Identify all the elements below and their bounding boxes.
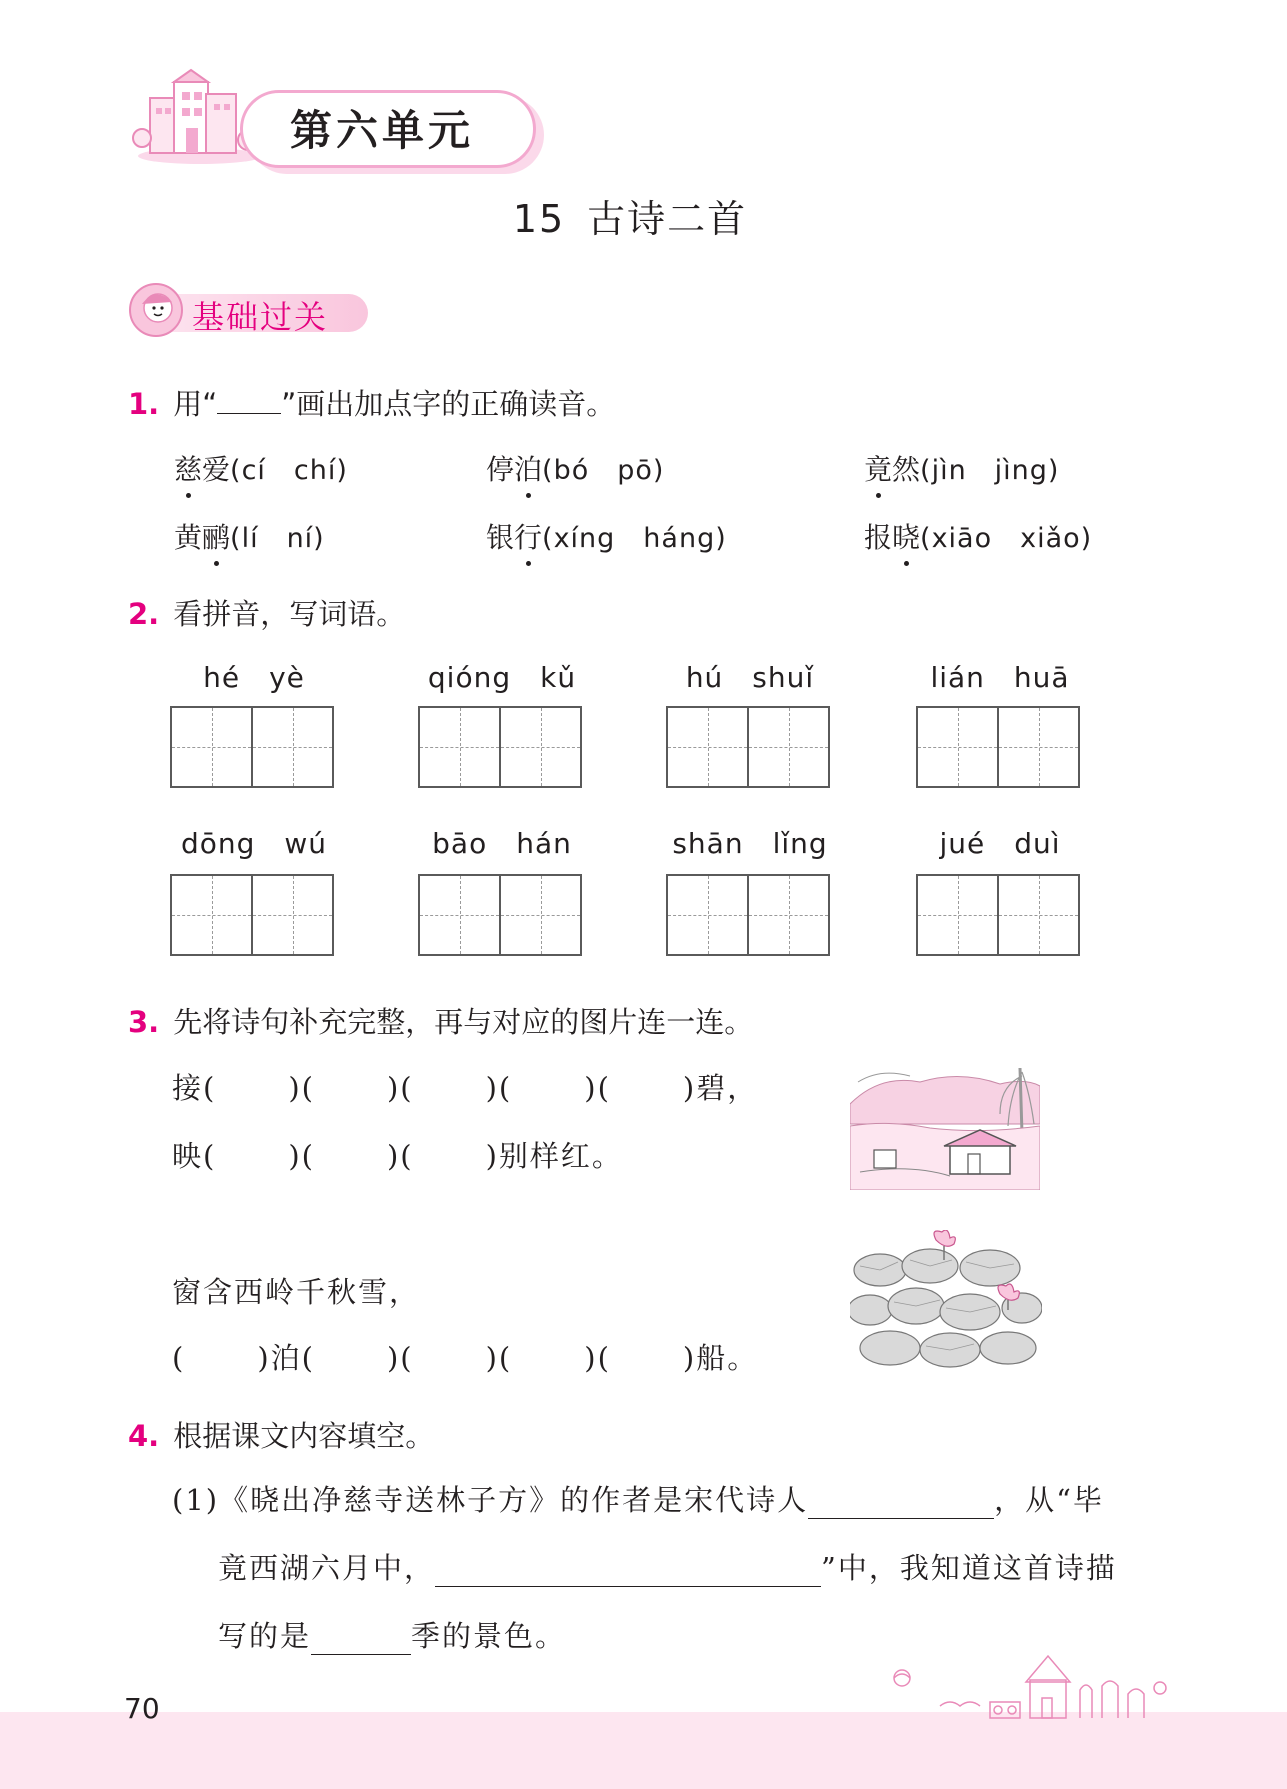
q4-blank-poet[interactable] xyxy=(808,1488,994,1519)
poem-text: )( xyxy=(288,1139,315,1173)
q2-pinyin-label: bāo hán xyxy=(432,827,572,860)
q1-dotted-char: 竟 xyxy=(864,448,892,488)
q1-pinyin-options[interactable]: (xiāo xiǎo) xyxy=(920,523,1093,554)
poem-text: )( xyxy=(386,1341,414,1375)
q1-dotted-char: 鹂 xyxy=(202,516,230,556)
q1-item-ciai[interactable] xyxy=(174,448,348,488)
q3-text: 先将诗句补充完整，再与对应的图片连一连。 xyxy=(173,1005,754,1039)
q3-number: 3. xyxy=(128,1005,160,1039)
lotus-pond-picture[interactable] xyxy=(850,1230,1042,1370)
q2-number: 2. xyxy=(128,597,160,631)
q1-number: 1. xyxy=(128,387,160,421)
poem2-line1: 窗含西岭千秋雪， xyxy=(172,1275,421,1309)
q4-blank-verse[interactable] xyxy=(435,1556,821,1587)
page-number: 70 xyxy=(124,1692,160,1725)
poem-text: 接( xyxy=(172,1071,217,1105)
q4-text-segment: 季的景色。 xyxy=(411,1619,567,1653)
q1-example-line xyxy=(217,387,281,414)
q1-item-jingran[interactable] xyxy=(864,448,1059,488)
poem-text: )( xyxy=(485,1071,513,1105)
town-doodle-icon xyxy=(880,1650,1180,1720)
q2-writing-grid[interactable] xyxy=(418,706,582,788)
poem-text: )( xyxy=(386,1139,414,1173)
poem1-line1[interactable] xyxy=(172,1066,758,1107)
q2-writing-grid[interactable] xyxy=(666,706,830,788)
q4-text: 根据课文内容填空。 xyxy=(173,1419,435,1453)
q4-line2 xyxy=(218,1546,1117,1587)
q2-pinyin-label: qióng kǔ xyxy=(427,661,577,694)
q1-char: 黄 xyxy=(174,521,203,554)
q1-dotted-char: 行 xyxy=(514,516,542,556)
q4-text-segment: ”中，我知道这首诗描 xyxy=(821,1551,1117,1585)
unit-banner xyxy=(130,68,535,168)
unit-title: 第六单元 xyxy=(290,106,475,155)
poem-text: )( xyxy=(288,1071,315,1105)
q4-text-segment: (1)《晓出净慈寺送林子方》的作者是宋代诗人 xyxy=(172,1483,809,1517)
q1-dotted-char: 泊 xyxy=(514,448,542,488)
q2-pinyin-label: dōng wú xyxy=(180,827,328,860)
q1-pinyin-options[interactable]: (jìn jìng) xyxy=(920,455,1060,486)
lesson-title xyxy=(0,188,1260,243)
poem1-line2[interactable] xyxy=(172,1134,623,1175)
q2-writing-grid[interactable] xyxy=(170,874,334,956)
poem2-line2[interactable] xyxy=(172,1336,758,1377)
q4-number: 4. xyxy=(128,1419,160,1453)
q2-prompt xyxy=(128,592,405,633)
q1-text-before: 用“ xyxy=(173,387,218,421)
q1-char: 然 xyxy=(892,453,921,486)
section-label: 基础过关 xyxy=(192,298,329,336)
q1-dotted-char: 慈 xyxy=(174,448,202,488)
q1-pinyin-options[interactable]: (xíng háng) xyxy=(542,523,727,554)
q1-item-tingbo[interactable] xyxy=(486,448,664,488)
q2-pinyin-label: hé yè xyxy=(203,661,305,694)
poem-text: )碧， xyxy=(682,1071,759,1105)
q1-pinyin-options[interactable]: (lí ní) xyxy=(230,523,325,554)
q1-item-baoxiao[interactable] xyxy=(864,516,1092,556)
poem-text: )( xyxy=(584,1071,611,1105)
q4-text-segment: 竟西湖六月中， xyxy=(218,1551,436,1585)
q1-text-after: ”画出加点字的正确读音。 xyxy=(281,387,616,421)
q2-pinyin-label: lián huā xyxy=(930,661,1070,694)
q2-pinyin-label: hú shuǐ xyxy=(685,661,815,694)
q4-text-segment: ，从“毕 xyxy=(994,1483,1104,1517)
q2-writing-grid[interactable] xyxy=(916,874,1080,956)
poem-text: )( xyxy=(386,1071,414,1105)
poem-text: 映( xyxy=(172,1139,217,1173)
q4-line3 xyxy=(218,1614,566,1655)
q4-text-segment: 写的是 xyxy=(218,1619,312,1653)
q1-pinyin-options[interactable]: (cí chí) xyxy=(230,455,348,486)
girl-avatar-icon xyxy=(128,282,184,338)
q1-char: 报 xyxy=(864,521,893,554)
q2-writing-grid[interactable] xyxy=(170,706,334,788)
q2-writing-grid[interactable] xyxy=(666,874,830,956)
q3-prompt xyxy=(128,1000,753,1041)
q1-char: 爱 xyxy=(202,453,231,486)
q1-char: 停 xyxy=(486,453,515,486)
poem-text: ( xyxy=(172,1341,186,1375)
q2-pinyin-label: shān lǐng xyxy=(672,827,828,860)
q2-writing-grid[interactable] xyxy=(916,706,1080,788)
q4-blank-season[interactable] xyxy=(311,1624,411,1655)
q2-writing-grid[interactable] xyxy=(418,874,582,956)
poem-text: )泊( xyxy=(257,1341,315,1375)
q1-pinyin-options[interactable]: (bó pō) xyxy=(542,455,665,486)
footer-band xyxy=(0,1712,1287,1789)
poem-text: )( xyxy=(485,1341,513,1375)
poem-text: )别样红。 xyxy=(485,1139,623,1173)
q1-item-huangli[interactable] xyxy=(174,516,325,556)
lesson-number: 15 xyxy=(512,197,566,241)
q1-dotted-char: 晓 xyxy=(892,516,920,556)
poem-text: )( xyxy=(584,1341,611,1375)
q1-item-yinhang[interactable] xyxy=(486,516,727,556)
poem-text: )船。 xyxy=(682,1341,759,1375)
lesson-name: 古诗二首 xyxy=(587,197,748,241)
q1-prompt xyxy=(128,382,615,423)
q1-char: 银 xyxy=(486,521,515,554)
q4-prompt xyxy=(128,1414,434,1455)
q2-pinyin-label: jué duì xyxy=(939,827,1061,860)
q2-text: 看拼音，写词语。 xyxy=(173,597,406,631)
q4-line1 xyxy=(172,1478,1104,1519)
landscape-picture[interactable] xyxy=(850,1064,1040,1190)
section-tag xyxy=(128,282,378,338)
